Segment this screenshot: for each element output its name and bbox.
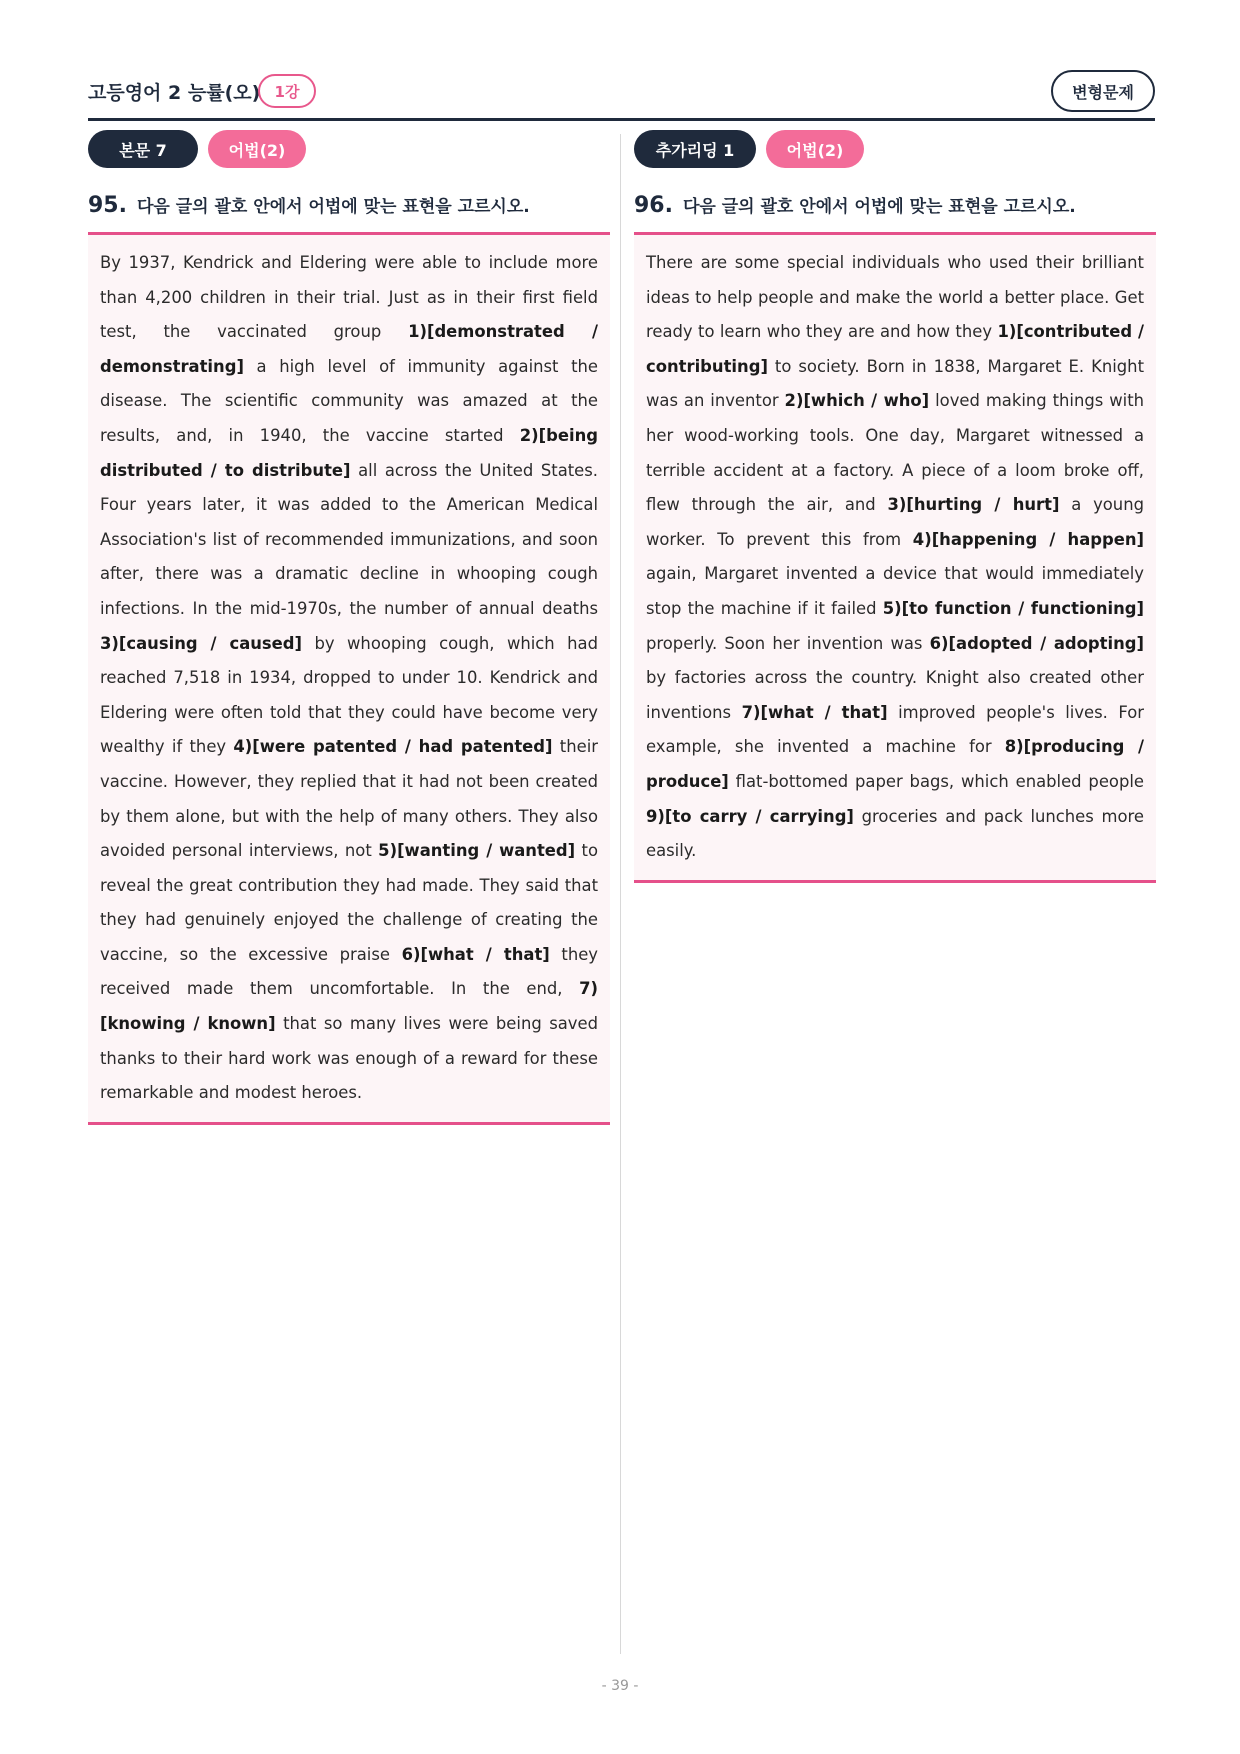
question-number: 95. [88, 193, 127, 218]
grammar-choice: 4)[happening / happen] [912, 529, 1144, 549]
grammar-choice: 5)[wanting / wanted] [378, 841, 576, 861]
grammar-choice: 3)[causing / caused] [100, 633, 303, 653]
passage-segment: flat-bottomed paper bags, which enabled people [728, 771, 1144, 791]
passage-segment: to society. Born in 1838, Margaret E. Knight was an inventor [646, 356, 1144, 411]
passage-segment: loved making things with her wood-working tools. One day, Margaret witnessed a terrible accident at a factory. A piece of a loom broke off, flew through the air, and [646, 391, 1145, 515]
source-tag: 본문 7 [88, 130, 198, 168]
passage-box [634, 232, 1156, 883]
passage-segment: they received made them uncomfortable. In the end, [100, 944, 599, 999]
passage-segment: their vaccine. However, they replied that it had not been created by them alone, but with the help of many others. They also avoided personal interviews, not [100, 737, 598, 861]
grammar-choice: 2)[being distributed / to distribute] [100, 425, 598, 480]
passage-segment: all across the United States. Four years later, it was added to the American Medical Association's list of recommended immunizations, and soon after, there was a dramatic decline in whooping cough infections. In the mid-1970s, the number of annual deaths [100, 460, 598, 618]
passage-segment: properly. Soon her invention was [646, 633, 930, 653]
book-title: 고등영어 2 능률(오) [88, 82, 261, 104]
question-instruction: 다음 글의 괄호 안에서 어법에 맞는 표현을 고르시오. [136, 197, 530, 217]
grammar-choice: 9)[to carry / carrying] [646, 806, 854, 826]
grammar-choice: 1)[demonstrated / demonstrating] [100, 322, 599, 376]
grammar-choice: 4)[were patented / had patented] [233, 737, 553, 757]
passage-segment: a young worker. To prevent this from [646, 495, 1144, 549]
grammar-choice: 8)[producing / produce] [646, 737, 1145, 791]
left-tag-row [88, 130, 610, 168]
passage-segment: improved people's lives. For example, she invented a machine for [646, 702, 1145, 757]
category-tag: 어법(2) [766, 130, 864, 168]
passage-segment: by whooping cough, which had reached 7,518 in 1934, dropped to under 10. Kendrick and Eldering were often told that they could have become very wealthy if they [100, 633, 598, 757]
passage-box [88, 232, 610, 1125]
passage-segment: again, Margaret invented a device that would immediately stop the machine if it failed [646, 564, 1144, 618]
grammar-choice: 3)[hurting / hurt] [887, 495, 1060, 515]
question-heading [88, 192, 610, 222]
grammar-choice: 7)[knowing / known] [100, 979, 598, 1034]
grammar-choice: 2)[which / who] [784, 391, 930, 411]
question-heading [634, 192, 1156, 222]
question-instruction: 다음 글의 괄호 안에서 어법에 맞는 표현을 고르시오. [682, 197, 1076, 217]
passage-text [646, 246, 1144, 869]
grammar-choice: 5)[to function / functioning] [882, 598, 1144, 618]
right-tag-row [634, 130, 1156, 168]
passage-segment: to reveal the great contribution they had made. They said that they had genuinely enjoyed the challenge of creating the vaccine, so the excessive praise [100, 841, 599, 964]
grammar-choice: 6)[adopted / adopting] [929, 633, 1144, 653]
passage-segment: There are some special individuals who used their brilliant ideas to help people and make the world a better place. Get ready to learn who they are and how they [646, 253, 1144, 342]
grammar-choice: 6)[what / that] [401, 944, 550, 964]
passage-segment: that so many lives were being saved thanks to their hard work was enough of a reward for these remarkable and modest heroes. [100, 1014, 598, 1103]
passage-text [100, 246, 598, 1111]
passage-segment: By 1937, Kendrick and Eldering were able to include more than 4,200 children in their trial. Just as in their first field test, the vaccinated group [100, 253, 598, 342]
source-tag: 추가리딩 1 [634, 130, 756, 168]
column-divider [620, 134, 621, 1654]
grammar-choice: 7)[what / that] [741, 702, 888, 722]
question-type-badge: 변형문제 [1051, 70, 1155, 112]
header-divider [88, 118, 1155, 121]
grammar-choice: 1)[contributed / contributing] [646, 322, 1144, 376]
passage-segment: a high level of immunity against the disease. The scientific community was amazed at the results, and, in 1940, the vaccine started [100, 356, 598, 445]
page-number: - 39 - [601, 1678, 639, 1694]
left-column [88, 130, 610, 1125]
question-number: 96. [634, 193, 673, 218]
category-tag: 어법(2) [208, 130, 306, 168]
lesson-badge: 1강 [258, 74, 316, 108]
right-column [634, 130, 1156, 883]
passage-segment: by factories across the country. Knight also created other inventions [646, 668, 1144, 722]
passage-segment: groceries and pack lunches more easily. [646, 806, 1144, 861]
